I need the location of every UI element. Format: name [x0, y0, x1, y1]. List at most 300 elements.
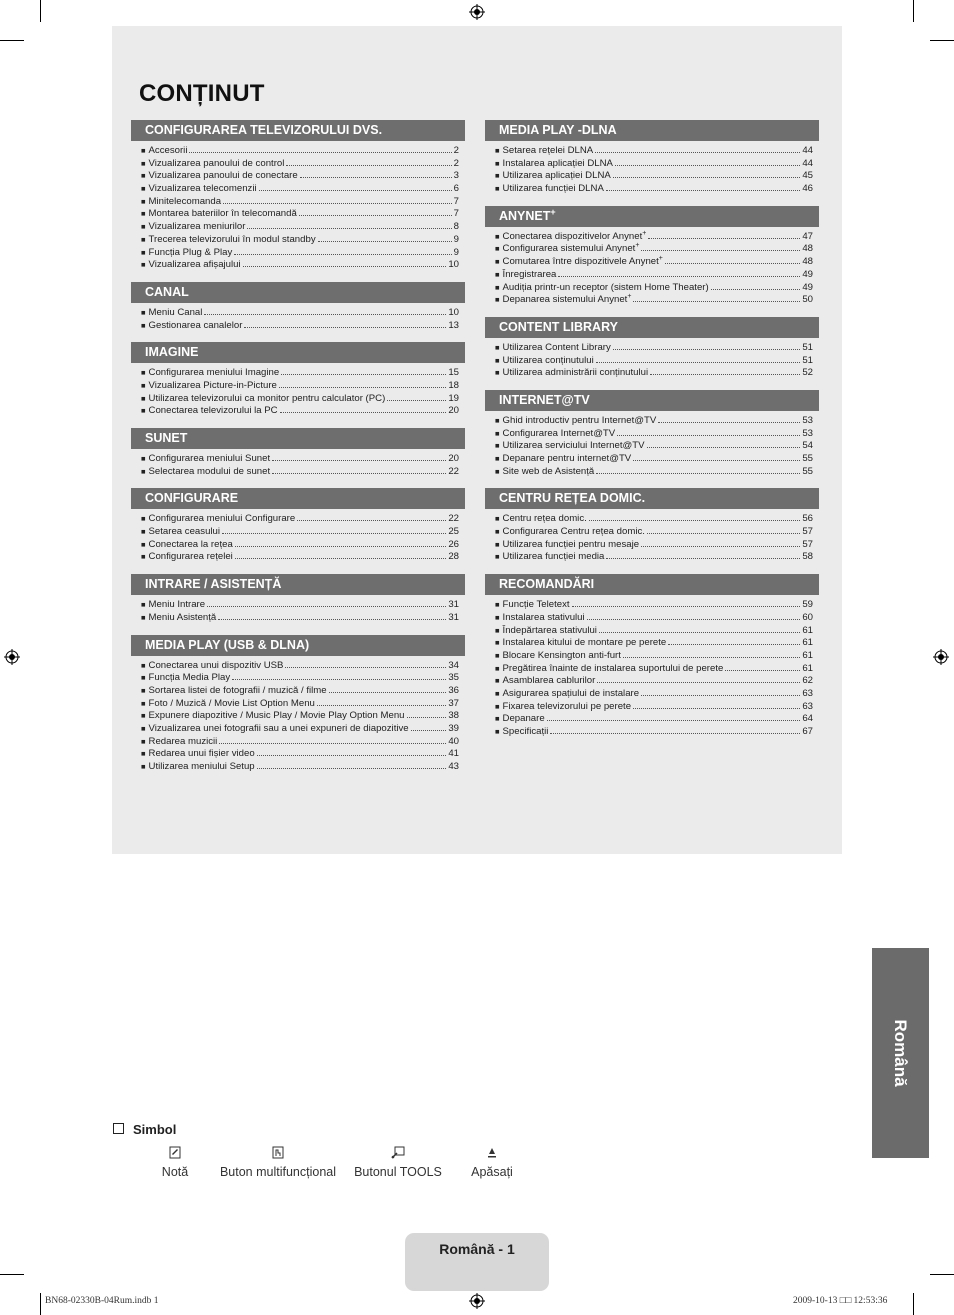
toc-entry-text: Fixarea televizorului pe perete [502, 700, 632, 712]
toc-entry-text: Redarea unui fișier video [148, 748, 255, 760]
toc-page-number: 15 [448, 367, 459, 379]
square-bullet-icon: ■ [495, 600, 500, 610]
toc-entry-text: Vizualizarea afișajului [148, 259, 241, 271]
toc-page-number: 60 [802, 611, 813, 623]
square-bullet-icon: ■ [141, 612, 146, 622]
toc-page-number: 57 [802, 538, 813, 550]
dot-leader [299, 207, 452, 216]
toc-entry[interactable] [141, 379, 459, 392]
square-bullet-icon: ■ [495, 342, 500, 352]
dot-leader [547, 712, 801, 721]
toc-entry-title [149, 612, 217, 625]
square-bullet-icon: ■ [495, 171, 500, 181]
toc-entry[interactable] [141, 525, 459, 538]
square-bullet-icon: ■ [495, 539, 500, 549]
square-bullet-icon: ■ [495, 295, 500, 305]
dot-leader [281, 366, 446, 375]
square-bullet-icon: ■ [141, 209, 146, 219]
toc-entry-title [503, 726, 549, 739]
symbol-one-touch-button [218, 1143, 338, 1179]
toc-list [131, 656, 465, 773]
toc-page-number: 63 [802, 687, 813, 699]
toc-entry-text: Utilizarea funcției DLNA [502, 183, 604, 195]
toc-entry-title [503, 367, 649, 380]
contents-section [131, 120, 465, 271]
section-heading-text: MEDIA PLAY (USB & DLNA) [145, 637, 310, 652]
tools-button-icon [350, 1143, 446, 1161]
registration-mark-icon [469, 4, 485, 20]
dot-leader [725, 662, 800, 671]
toc-page-number: 6 [453, 183, 459, 195]
dot-leader [257, 760, 447, 769]
toc-entry-text: Îndepărtarea stativului [502, 624, 597, 636]
toc-entry-text: Meniu Canal [148, 306, 203, 318]
toc-entry-title [149, 685, 327, 698]
toc-entry[interactable] [141, 760, 459, 773]
toc-entry[interactable] [141, 722, 459, 735]
registration-mark-icon [4, 649, 20, 665]
toc-page-number: 67 [802, 726, 813, 737]
toc-page-number: 59 [802, 599, 813, 611]
toc-page-number: 61 [802, 637, 813, 649]
toc-entry-text: Utilizarea funcției media [502, 551, 605, 563]
square-bullet-icon: ■ [141, 380, 146, 390]
toc-entry-text: Funcție Teletext [502, 599, 570, 611]
toc-entry[interactable] [141, 366, 459, 379]
dot-leader [641, 687, 800, 696]
square-bullet-icon: ■ [141, 260, 146, 270]
square-bullet-icon: ■ [141, 736, 146, 746]
toc-page-number: 7 [453, 208, 459, 220]
toc-entry-title [503, 269, 557, 282]
square-bullet-icon: ■ [495, 466, 500, 476]
contents-section [131, 635, 465, 773]
toc-page-number: 61 [802, 662, 813, 674]
toc-entry-text: Utilizarea televizorului ca monitor pentru calculator (PC) [148, 392, 386, 404]
toc-entry[interactable] [141, 258, 459, 271]
section-heading [485, 206, 819, 227]
toc-entry-superscript: + [658, 255, 663, 263]
toc-entry[interactable] [141, 306, 459, 319]
toc-page-number: 54 [802, 440, 813, 452]
toc-entry-text: Specificații [502, 726, 549, 737]
toc-entry[interactable] [495, 725, 813, 738]
toc-list [485, 141, 819, 195]
toc-entry-text: Configurarea meniului Configurare [148, 513, 296, 525]
toc-list [131, 363, 465, 417]
toc-entry-text: Configurarea meniului Sunet [148, 453, 271, 464]
toc-entry[interactable] [495, 414, 813, 427]
toc-page-number: 8 [453, 221, 459, 233]
crop-mark [913, 1293, 914, 1315]
toc-entry[interactable] [141, 452, 459, 465]
toc-entry-title [149, 380, 277, 393]
toc-entry-title [149, 158, 285, 171]
dot-leader [218, 611, 446, 620]
dot-leader [272, 452, 446, 461]
toc-entry-text: Accesorii [148, 145, 188, 156]
toc-entry[interactable] [495, 439, 813, 452]
toc-list [131, 509, 465, 563]
symbol-press [462, 1143, 522, 1179]
square-bullet-icon: ■ [141, 673, 146, 683]
toc-entry-text: Funcția Media Play [148, 672, 231, 684]
square-bullet-icon: ■ [141, 171, 146, 181]
toc-entry[interactable] [141, 182, 459, 195]
checkbox-bullet-icon [113, 1123, 124, 1134]
toc-entry[interactable] [495, 662, 813, 675]
toc-entry[interactable] [495, 281, 813, 294]
toc-entry[interactable] [495, 255, 813, 268]
toc-page-number: 47 [802, 230, 813, 242]
toc-entry[interactable] [495, 611, 813, 624]
toc-page-number: 10 [448, 306, 459, 318]
toc-entry[interactable] [495, 674, 813, 687]
toc-entry-text: Configurarea sistemului Anynet [502, 243, 636, 255]
dot-leader [599, 624, 800, 633]
dot-leader [613, 341, 801, 350]
section-heading [485, 488, 819, 509]
toc-entry[interactable] [495, 341, 813, 354]
contents-section [131, 342, 465, 417]
toc-entry[interactable] [495, 293, 813, 306]
contents-section [485, 120, 819, 195]
toc-entry-title [149, 761, 255, 774]
toc-page-number: 20 [448, 453, 459, 464]
toc-list [485, 411, 819, 477]
square-bullet-icon: ■ [495, 701, 500, 711]
toc-entry[interactable] [141, 684, 459, 697]
language-side-tab [872, 948, 929, 1158]
dot-leader [244, 319, 446, 328]
toc-entry[interactable] [141, 392, 459, 405]
dot-leader [665, 255, 800, 264]
dot-leader [232, 671, 446, 680]
toc-entry-text: Vizualizarea meniurilor [148, 221, 246, 233]
dot-leader [318, 233, 452, 242]
crop-mark [930, 1274, 954, 1275]
dot-leader [285, 659, 446, 668]
square-bullet-icon: ■ [495, 428, 500, 438]
square-bullet-icon: ■ [141, 600, 146, 610]
page-number: Română - 1 [439, 1241, 515, 1257]
page-title: CONȚINUT [139, 80, 265, 107]
toc-entry-text: Ghid introductiv pentru Internet@TV [502, 414, 657, 426]
toc-entry-text: Utilizarea serviciului Internet@TV [502, 440, 645, 452]
toc-entry-title [149, 259, 241, 272]
toc-entry-text: Audiția printr-un receptor (sistem Home Theater) [502, 281, 709, 293]
square-bullet-icon: ■ [141, 320, 146, 330]
toc-entry-title [503, 294, 632, 307]
toc-entry-title [149, 466, 271, 479]
dot-leader [279, 379, 446, 388]
toc-entry[interactable] [495, 525, 813, 538]
square-bullet-icon: ■ [495, 663, 500, 673]
toc-entry[interactable] [495, 169, 813, 182]
toc-page-number: 10 [448, 259, 459, 271]
toc-entry[interactable] [495, 144, 813, 157]
toc-page-number: 37 [448, 697, 459, 709]
toc-entry-text: Meniu Intrare [148, 599, 206, 611]
toc-list [131, 595, 465, 623]
dot-leader [606, 182, 800, 191]
press-icon [462, 1143, 522, 1161]
footer-timestamp: 2009-10-13 □□ 12:53:36 [793, 1296, 888, 1306]
toc-entry[interactable] [141, 659, 459, 672]
dot-leader [647, 439, 801, 448]
toc-entry[interactable] [141, 246, 459, 259]
dot-leader [387, 392, 446, 401]
dot-leader [633, 700, 800, 709]
toc-entry-text: Comutarea între dispozitivele Anynet [502, 256, 659, 268]
toc-entry[interactable] [141, 709, 459, 722]
toc-entry[interactable] [141, 319, 459, 332]
dot-leader [257, 747, 447, 756]
dot-leader [633, 293, 800, 302]
toc-entry[interactable] [141, 671, 459, 684]
square-bullet-icon: ■ [141, 685, 146, 695]
toc-list [485, 227, 819, 306]
toc-entry-title [503, 713, 545, 726]
toc-entry-title [503, 551, 605, 564]
toc-entry-text: Depanare pentru internet@TV [502, 453, 632, 464]
section-heading-superscript: + [550, 206, 556, 217]
toc-entry[interactable] [495, 230, 813, 243]
dot-leader [243, 258, 447, 267]
square-bullet-icon: ■ [495, 415, 500, 425]
section-heading-text: CANAL [145, 284, 189, 299]
toc-entry[interactable] [141, 598, 459, 611]
toc-page-number: 53 [802, 414, 813, 426]
contents-section [131, 428, 465, 477]
dot-leader [280, 404, 447, 413]
toc-page-number: 43 [448, 761, 459, 772]
toc-page-number: 36 [448, 684, 459, 696]
section-heading [485, 317, 819, 338]
toc-list [131, 303, 465, 331]
toc-page-number: 22 [448, 513, 459, 525]
toc-entry-text: Instalarea kitului de montare pe perete [502, 637, 667, 649]
toc-page-number: 40 [448, 735, 459, 747]
toc-entry[interactable] [141, 157, 459, 170]
toc-entry-title [149, 748, 255, 761]
toc-entry[interactable] [141, 169, 459, 182]
contents-section [485, 390, 819, 477]
contents-section [485, 317, 819, 379]
toc-entry[interactable] [141, 735, 459, 748]
toc-page-number: 2 [453, 157, 459, 169]
toc-page-number: 20 [448, 405, 459, 417]
crop-mark [0, 40, 24, 41]
toc-entry[interactable] [495, 624, 813, 637]
toc-entry[interactable] [495, 687, 813, 700]
toc-entry[interactable] [495, 242, 813, 255]
toc-list [485, 509, 819, 563]
dot-leader [668, 636, 800, 645]
toc-entry-title [149, 320, 243, 333]
toc-entry[interactable] [495, 366, 813, 379]
toc-entry[interactable] [141, 144, 459, 157]
toc-entry-text: Configurarea Internet@TV [502, 427, 616, 439]
toc-entry-text: Depanarea sistemului Anynet [502, 294, 628, 306]
toc-entry-title [503, 688, 640, 701]
contents-section [485, 488, 819, 563]
toc-page-number: 49 [802, 281, 813, 293]
toc-entry[interactable] [141, 220, 459, 233]
square-bullet-icon: ■ [495, 244, 500, 254]
dot-leader [207, 598, 446, 607]
square-bullet-icon: ■ [495, 650, 500, 660]
toc-page-number: 31 [448, 611, 459, 623]
square-bullet-icon: ■ [495, 368, 500, 378]
section-heading-text: SUNET [145, 431, 188, 445]
toc-entry-text: Conectarea dispozitivelor Anynet [502, 230, 643, 242]
toc-entry[interactable] [141, 697, 459, 710]
toc-page-number: 39 [448, 722, 459, 734]
toc-entry-title [503, 625, 597, 638]
toc-entry[interactable] [141, 747, 459, 760]
dot-leader [596, 354, 801, 363]
toc-entry[interactable] [141, 404, 459, 417]
dot-leader [247, 220, 451, 229]
toc-entry-text: Trecerea televizorului în modul standby [148, 233, 316, 245]
toc-page-number: 48 [802, 256, 813, 268]
dot-leader [613, 169, 801, 178]
toc-entry[interactable] [141, 538, 459, 551]
toc-entry[interactable] [495, 649, 813, 662]
toc-entry[interactable] [141, 207, 459, 220]
toc-entry-text: Foto / Muzică / Movie List Option Menu [148, 697, 315, 709]
dot-leader [658, 414, 800, 423]
toc-entry-title [503, 355, 594, 368]
toc-entry-text: Instalarea stativului [502, 611, 585, 623]
section-heading-text: RECOMANDĂRI [499, 577, 595, 592]
square-bullet-icon: ■ [141, 184, 146, 194]
dot-leader [407, 709, 447, 718]
toc-page-number: 19 [448, 392, 459, 404]
contents-section [131, 574, 465, 623]
toc-entry-text: Expunere diapozitive / Music Play / Movie Play Option Menu [148, 710, 405, 722]
toc-entry[interactable] [495, 354, 813, 367]
toc-entry[interactable] [495, 465, 813, 478]
toc-entry-text: Vizualizarea Picture-in-Picture [148, 379, 277, 391]
toc-page-number: 53 [802, 427, 813, 439]
toc-entry[interactable] [141, 550, 459, 563]
toc-entry[interactable] [141, 233, 459, 246]
toc-entry[interactable] [495, 712, 813, 725]
dot-leader [297, 512, 446, 521]
square-bullet-icon: ■ [141, 247, 146, 257]
toc-page-number: 7 [453, 195, 459, 207]
one-touch-button-icon [218, 1143, 338, 1161]
toc-entry[interactable] [495, 268, 813, 281]
toc-entry-title [149, 599, 206, 612]
toc-entry[interactable] [495, 636, 813, 649]
toc-entry-text: Site web de Asistență [502, 465, 595, 477]
dot-leader [596, 465, 800, 474]
toc-page-number: 52 [802, 367, 813, 379]
square-bullet-icon: ■ [495, 454, 500, 463]
toc-page-number: 51 [802, 354, 813, 366]
toc-entry[interactable] [141, 611, 459, 624]
square-bullet-icon: ■ [495, 269, 500, 279]
toc-entry[interactable] [141, 465, 459, 478]
toc-entry[interactable] [141, 195, 459, 208]
crop-mark [0, 1274, 24, 1275]
toc-page-number: 51 [802, 341, 813, 353]
dot-leader [300, 169, 452, 178]
toc-entry-text: Utilizarea conținutului [502, 354, 594, 366]
square-bullet-icon: ■ [141, 711, 146, 721]
toc-page-number: 13 [448, 319, 459, 331]
toc-entry-title [503, 466, 595, 479]
dot-leader [259, 182, 452, 191]
toc-entry[interactable] [141, 512, 459, 525]
section-heading [131, 120, 465, 141]
square-bullet-icon: ■ [141, 698, 146, 708]
square-bullet-icon: ■ [141, 749, 146, 759]
toc-page-number: 44 [802, 145, 813, 156]
square-bullet-icon: ■ [141, 222, 146, 232]
square-bullet-icon: ■ [141, 393, 146, 403]
toc-entry[interactable] [495, 550, 813, 563]
toc-entry-text: Vizualizarea panoului de conectare [148, 170, 298, 182]
toc-entry[interactable] [495, 157, 813, 170]
square-bullet-icon: ■ [141, 660, 146, 670]
toc-entry-title [149, 405, 278, 418]
toc-entry-title [149, 672, 231, 685]
symbol-heading-text: Simbol [133, 1122, 177, 1137]
toc-entry[interactable] [495, 598, 813, 611]
toc-page-number: 2 [453, 145, 459, 156]
toc-page-number: 49 [802, 268, 813, 280]
toc-entry-title [503, 243, 640, 256]
dot-leader [204, 306, 446, 315]
toc-entry-text: Redarea muzicii [148, 735, 218, 747]
toc-list [131, 141, 465, 271]
toc-entry[interactable] [495, 427, 813, 440]
square-bullet-icon: ■ [141, 158, 146, 168]
toc-entry-title [149, 196, 222, 209]
toc-entry[interactable] [495, 452, 813, 465]
registration-mark-icon [469, 1293, 485, 1309]
section-heading-text: ANYNET [499, 208, 551, 223]
section-heading [131, 282, 465, 303]
contents-section [131, 282, 465, 331]
contents-section [131, 488, 465, 563]
symbol-note [145, 1143, 205, 1179]
symbol-label: Buton multifuncțional [219, 1165, 337, 1179]
section-heading-text: CONTENT LIBRARY [499, 319, 618, 334]
toc-entry-title [149, 551, 233, 564]
toc-entry[interactable] [495, 700, 813, 713]
toc-entry[interactable] [495, 538, 813, 551]
note-icon [145, 1143, 205, 1161]
toc-entry-title [149, 367, 280, 380]
toc-entry[interactable] [495, 182, 813, 195]
section-heading [485, 390, 819, 411]
toc-entry-text: Utilizarea funcției pentru mesaje [502, 538, 640, 550]
section-heading [131, 488, 465, 509]
toc-entry-title [149, 710, 405, 723]
section-heading [485, 574, 819, 595]
toc-page-number: 61 [802, 649, 813, 661]
toc-entry[interactable] [495, 512, 813, 525]
toc-page-number: 26 [448, 538, 459, 550]
dot-leader [189, 144, 451, 153]
square-bullet-icon: ■ [141, 146, 146, 155]
square-bullet-icon: ■ [141, 527, 146, 537]
